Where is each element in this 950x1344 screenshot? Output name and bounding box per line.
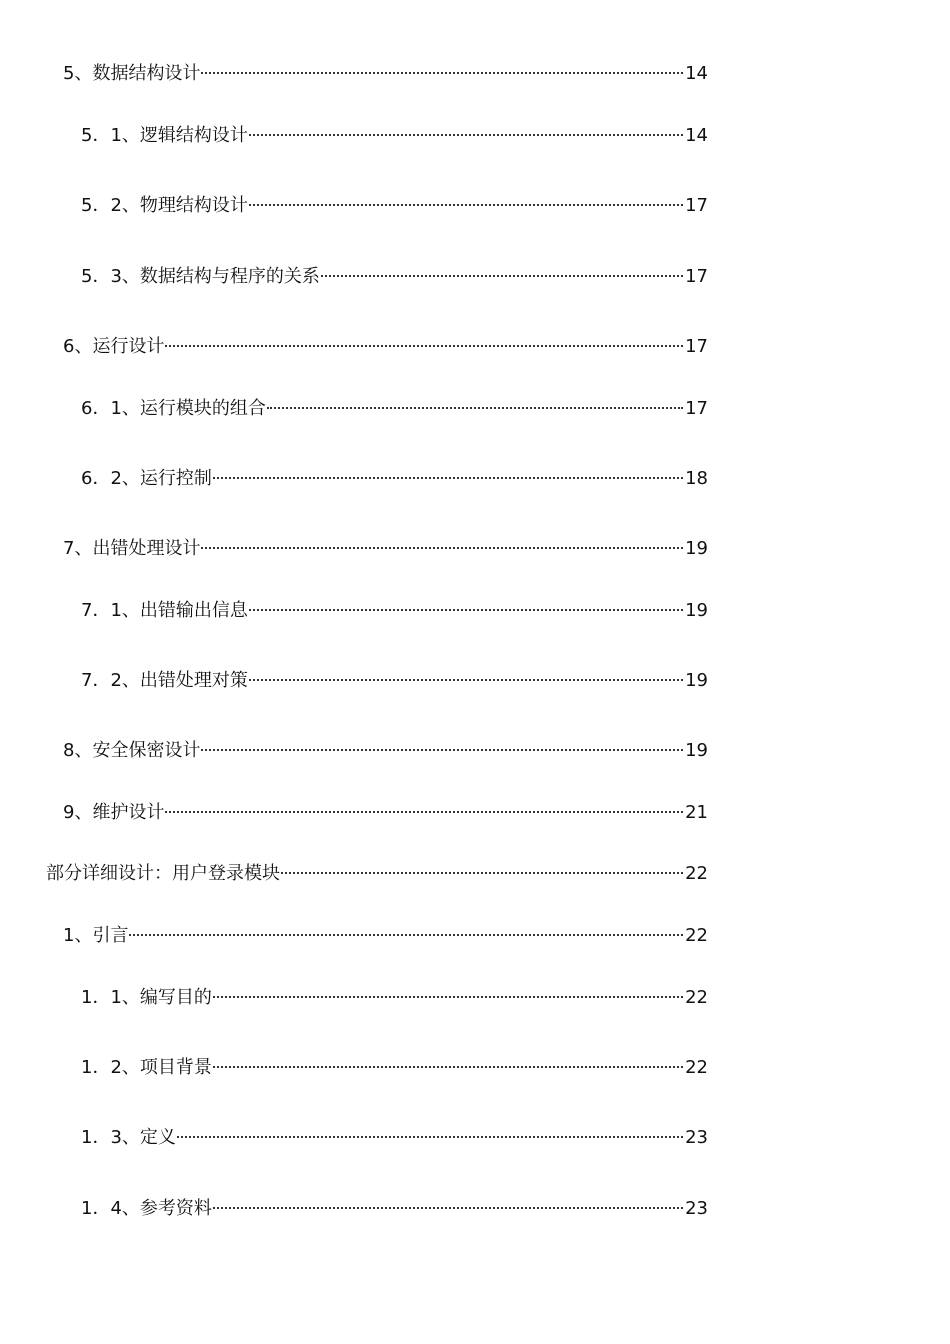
toc-leader-dots <box>213 1066 683 1068</box>
toc-entry-title: 8、安全保密设计 <box>63 740 201 761</box>
toc-entry[interactable] <box>81 123 708 149</box>
toc-leader-dots <box>129 934 683 936</box>
toc-entry[interactable] <box>81 396 708 422</box>
toc-entry-title: 5．3、数据结构与程序的关系 <box>81 266 320 287</box>
toc-entry-page: 17 <box>685 266 708 287</box>
toc-entry-title: 1．1、编写目的 <box>81 987 212 1008</box>
toc-entry[interactable] <box>46 861 708 887</box>
toc-leader-dots <box>165 811 683 813</box>
toc-entry[interactable] <box>81 668 708 694</box>
toc-entry[interactable] <box>63 923 708 949</box>
toc-entry-page: 18 <box>685 468 708 489</box>
toc-entry-page: 23 <box>685 1198 708 1219</box>
toc-entry-title: 6．1、运行模块的组合 <box>81 398 266 419</box>
toc-leader-dots <box>213 996 683 998</box>
toc-entry-title: 部分详细设计：用户登录模块 <box>46 863 280 884</box>
toc-leader-dots <box>321 275 683 277</box>
toc-leader-dots <box>267 407 683 409</box>
toc-entry[interactable] <box>81 1196 708 1222</box>
toc-entry[interactable] <box>81 466 708 492</box>
toc-entry-page: 22 <box>685 925 708 946</box>
toc-entry-title: 9、维护设计 <box>63 802 165 823</box>
toc-entry-page: 14 <box>685 125 708 146</box>
toc-entry-title: 5、数据结构设计 <box>63 63 201 84</box>
toc-leader-dots <box>213 1207 683 1209</box>
toc-entry[interactable] <box>63 738 708 764</box>
toc-entry-title: 1．2、项目背景 <box>81 1057 212 1078</box>
toc-entry[interactable] <box>63 334 708 360</box>
toc-entry-page: 22 <box>685 1057 708 1078</box>
toc-entry[interactable] <box>81 193 708 219</box>
toc-entry-title: 7．2、出错处理对策 <box>81 670 248 691</box>
toc-entry[interactable] <box>81 598 708 624</box>
toc-leader-dots <box>281 872 683 874</box>
toc-entry-title: 7．1、出错输出信息 <box>81 600 248 621</box>
toc-entry[interactable] <box>81 985 708 1011</box>
toc-leader-dots <box>249 679 683 681</box>
toc-entry-page: 19 <box>685 740 708 761</box>
toc-entry-title: 1、引言 <box>63 925 129 946</box>
toc-entry[interactable] <box>63 800 708 826</box>
toc-entry-page: 17 <box>685 398 708 419</box>
toc-leader-dots <box>249 204 683 206</box>
toc-entry-page: 19 <box>685 538 708 559</box>
toc-entry-title: 1．4、参考资料 <box>81 1198 212 1219</box>
toc-entry[interactable] <box>63 536 708 562</box>
toc-entry[interactable] <box>63 61 708 87</box>
toc-leader-dots <box>165 345 683 347</box>
toc-leader-dots <box>201 547 683 549</box>
toc-entry[interactable] <box>81 1055 708 1081</box>
toc-entry[interactable] <box>81 264 708 290</box>
toc-entry-page: 22 <box>685 987 708 1008</box>
toc-entry-page: 17 <box>685 336 708 357</box>
toc-entry-page: 19 <box>685 600 708 621</box>
toc-leader-dots <box>213 477 683 479</box>
toc-entry-title: 1．3、定义 <box>81 1127 176 1148</box>
toc-entry-page: 22 <box>685 863 708 884</box>
toc-leader-dots <box>249 609 683 611</box>
toc-entry-page: 19 <box>685 670 708 691</box>
toc-entry-title: 5．2、物理结构设计 <box>81 195 248 216</box>
toc-entry[interactable] <box>81 1125 708 1151</box>
toc-entry-page: 17 <box>685 195 708 216</box>
toc-entry-title: 5．1、逻辑结构设计 <box>81 125 248 146</box>
toc-entry-page: 23 <box>685 1127 708 1148</box>
toc-leader-dots <box>201 72 683 74</box>
toc-entry-title: 6．2、运行控制 <box>81 468 212 489</box>
toc-leader-dots <box>249 134 683 136</box>
toc-entry-page: 21 <box>685 802 708 823</box>
toc-entry-page: 14 <box>685 63 708 84</box>
toc-entry-title: 6、运行设计 <box>63 336 165 357</box>
toc-leader-dots <box>201 749 683 751</box>
toc-leader-dots <box>177 1136 683 1138</box>
toc-entry-title: 7、出错处理设计 <box>63 538 201 559</box>
